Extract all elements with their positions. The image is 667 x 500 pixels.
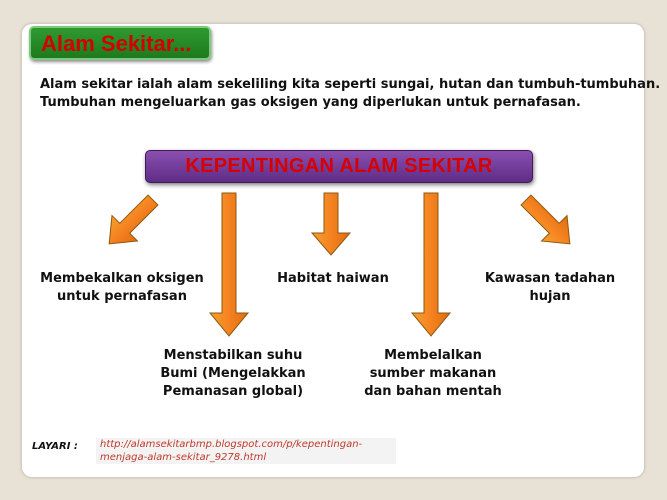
intro-line: Tumbuhan mengeluarkan gas oksigen yang diperlukan untuk pernafasan. [40,95,581,110]
link-line[interactable]: http://alamsekitarbmp.blogspot.com/p/kepentingan- [100,439,363,450]
source-link[interactable] [96,438,396,464]
banner-text: KEPENTINGAN ALAM SEKITAR [185,155,493,177]
arrow-long-left [210,193,248,336]
label-line: Membelalkan [384,348,482,363]
page-title: Alam Sekitar... [41,31,192,56]
label-line: Kawasan tadahan [484,271,616,286]
arrow-center [312,193,350,255]
label-line: Pemanasan global) [162,384,304,399]
label-food-source [353,347,513,401]
label-line: dan bahan mentah [364,384,502,399]
arrow-right-diagonal [513,187,582,256]
label-line: hujan [529,289,571,304]
footer-label: LAYARI : [32,441,78,452]
intro-line: Alam sekitar ialah alam sekeliling kita seperti sungai, hutan dan tumbuh-tumbuhan. [40,77,661,92]
label-line: Bumi (Mengelakkan [160,366,306,381]
label-oxygen [32,270,212,306]
label-line: Habitat haiwan [277,271,389,286]
label-line: Menstabilkan suhu [163,348,303,363]
label-habitat [263,270,403,288]
label-line: untuk pernafasan [57,289,187,304]
label-catchment [475,270,625,306]
label-line: Membekalkan oksigen [40,271,204,286]
arrow-left-diagonal [96,187,165,256]
label-line: sumber makanan [369,366,497,381]
label-temperature [148,347,318,401]
arrow-long-right [412,193,450,336]
link-line[interactable]: menjaga-alam-sekitar_9278.html [100,452,267,463]
